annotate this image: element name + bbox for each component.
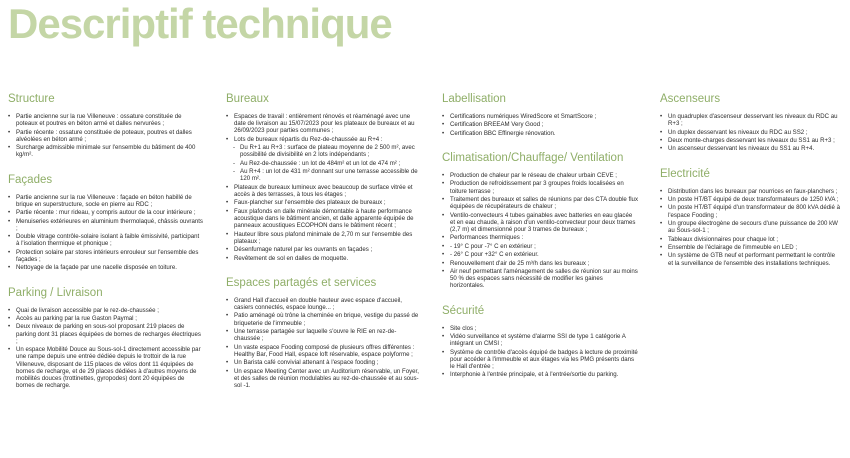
list-item: • Revêtement de sol en dalles de moquette. [226, 255, 422, 262]
list-item: • Partie récente : ossature constituée de poteaux, poutres et dalles alvéolées en béton armé ; [8, 129, 204, 143]
list-item: • Un duplex desservant les niveaux du RDC au SS2 ; [660, 129, 840, 136]
section-heading: Climatisation/Chauffage/ Ventilation [442, 151, 624, 164]
list-item: • Système de contrôle d'accès équipé de badges à lecture de proximité pour accéder à l'immeuble et aux étages via les PMG présents dans le Hall d'entrée ; [442, 349, 638, 371]
section-list [226, 113, 422, 262]
list-item: • Certifications numériques WiredScore et SmartScore ; [442, 113, 638, 120]
list-item: • Certification BREEAM Very Good ; [442, 121, 638, 128]
section-facades [8, 173, 204, 272]
section-list [8, 113, 204, 159]
section-electricite [660, 167, 840, 267]
list-item: • Un vaste espace Fooding composé de plusieurs offres différentes : Healthy Bar, Food Hall, espace loft réservable, espace polyforme ; [226, 344, 422, 358]
list-item: • Un système de GTB neuf et performant permettant le contrôle et la surveillance de l'ensemble des installations techniques. [660, 252, 840, 266]
list-item: • Certification BBC Effinergie rénovation. [442, 130, 638, 137]
section-list [8, 307, 204, 390]
list-item: • Un groupe électrogène de secours d'une puissance de 200 kW au Sous-sol-1 ; [660, 220, 840, 234]
list-item: • Lots de bureaux répartis du Rez-de-chaussée au R+4 : [226, 136, 422, 143]
list-item: • Double vitrage contrôle-solaire isolant à faible émissivité, participant à l'isolation thermique et phonique ; [8, 233, 204, 247]
list-item: • Un poste HT/BT équipé d'un transformateur de 800 kVA dédié à l'espace Fooding ; [660, 204, 840, 218]
list-item: • Un poste HT/BT équipé de deux transformateurs de 1250 kVA ; [660, 196, 840, 203]
list-item: • Faux-plancher sur l'ensemble des plateaux de bureaux ; [226, 199, 422, 206]
list-item: • Performances thermiques : [442, 234, 638, 241]
section-heading: Sécurité [442, 304, 485, 317]
list-item: • Patio aménagé où trône la cheminée en brique, vestige du passé de briqueterie de l'immeuble ; [226, 312, 422, 326]
list-item: • Protection solaire par stores intérieurs enrouleur sur l'ensemble des façades ; [8, 249, 204, 263]
list-item: • - 26° C pour +32° C en extérieur. [442, 251, 638, 258]
column-center-left [226, 92, 422, 403]
section-ascenseurs [660, 92, 840, 153]
column-right [660, 92, 840, 281]
list-item: • Distribution dans les bureaux par nourrices en faux-planchers ; [660, 188, 840, 195]
list-item: • Un espace Mobilité Douce au Sous-sol-1 directement accessible par une rampe depuis une entrée dédiée depuis le trottoir de la rue Villeneuve, disposant de 115 places de vélos dont 11 équipées de bornes de recharge, et de 29 places dédiées à d'autres moyens de mobilités douces (trottinettes, gyropodes) dont 20 équipées de bornes de recharge. [8, 346, 204, 389]
section-securite [442, 304, 638, 379]
list-item: • Un espace Meeting Center avec un Auditorium réservable, un Foyer, et des salles de réunion modulables au rez-de-chaussée et au sous-sol -1. [226, 368, 422, 390]
section-labellisation [442, 92, 638, 137]
list-item: • Ventilo-convecteurs 4 tubes gainables avec batteries en eau glacée et en eau chaude, à raison d'un ventilo-convecteur pour deux trames (2,7 m) et dimensionné pour 3 trames de bureaux ; [442, 212, 638, 234]
list-item: • Quai de livraison accessible par le rez-de-chaussée ; [8, 307, 204, 314]
section-heading: Façades [8, 173, 53, 186]
list-item: • Désenfumage naturel par les ouvrants en façades ; [226, 246, 422, 253]
list-item: • Menuiseries extérieures en aluminium thermolaqué, châssis ouvrants ; [8, 218, 204, 232]
page-title: Descriptif technique [8, 0, 392, 47]
section-list [8, 194, 204, 272]
section-list [442, 113, 638, 137]
list-item: - Au Rez-de-chaussée : un lot de 484m² et un lot de 474 m² ; [226, 160, 422, 167]
list-item: • Interphonie à l'entrée principale, et à l'entrée/sortie du parking. [442, 371, 638, 378]
list-item: • Une terrasse partagée sur laquelle s'ouvre le RIE en rez-de-chaussée ; [226, 328, 422, 342]
list-item: • Accès au parking par la rue Gaston Paymal ; [8, 315, 204, 322]
list-item: • Un Barista café convivial attenant à l'espace fooding ; [226, 359, 422, 366]
section-structure [8, 92, 204, 159]
list-item: - Au R+4 : un lot de 431 m² donnant sur une terrasse accessible de 120 m². [226, 168, 422, 182]
list-item: • Partie ancienne sur la rue Villeneuve : façade en béton habillé de brique en superstructure, socle en pierre au RDC ; [8, 194, 204, 208]
section-heading: Structure [8, 93, 55, 105]
list-item: • Production de refroidissement par 3 groupes froids localisées en toiture terrasse ; [442, 180, 638, 194]
list-item: • Partie récente : mur rideau, y compris autour de la cour intérieure ; [8, 209, 204, 216]
section-heading: Labellisation [442, 93, 506, 105]
list-item: - Du R+1 au R+3 : surface de plateau moyenne de 2 500 m², avec possibilité de divisibilité en 2 lots indépendants ; [226, 144, 422, 158]
list-item: • Nettoyage de la façade par une nacelle disposée en toiture. [8, 264, 204, 271]
list-item: • Grand Hall d'accueil en double hauteur avec espace d'accueil, casiers connectés, espace lounge... ; [226, 297, 422, 311]
list-item: • Site clos ; [442, 325, 638, 332]
list-item: • Partie ancienne sur la rue Villeneuve : ossature constituée de poteaux et poutres en béton armé et dalles nervurées ; [8, 113, 204, 127]
column-center-right [442, 92, 638, 393]
list-item: • Hauteur libre sous plafond minimale de 2,70 m sur l'ensemble des plateaux ; [226, 231, 422, 245]
list-item: • Traitement des bureaux et salles de réunions par des CTA double flux équipées de récupérateurs de chaleur ; [442, 196, 638, 210]
list-item: • Air neuf permettant l'aménagement de salles de réunion sur au moins 50 % des espaces sans nécessité de modifier les gaines horizontales. [442, 268, 638, 290]
section-list [226, 297, 422, 389]
list-item: • Un ascenseur desservant les niveaux du SS1 au R+4. [660, 145, 840, 152]
section-list [660, 188, 840, 267]
list-item: • Ensemble de l'éclairage de l'immeuble en LED ; [660, 244, 840, 251]
section-list [442, 172, 638, 290]
list-item: • Faux plafonds en dalle minérale démontable à haute performance acoustique dans le bâtiment ancien, et dalle apparente équipée de panneaux acoustiques ECOPHON dans le bâtiment récent ; [226, 208, 422, 230]
list-item: • Plateaux de bureaux lumineux avec beaucoup de surface vitrée et accès à des terrasses, à tous les étages ; [226, 184, 422, 198]
section-heading: Ascenseurs [660, 93, 721, 105]
section-heading: Bureaux [226, 93, 269, 105]
list-item: • - 19° C pour -7° C en extérieur ; [442, 243, 638, 250]
list-item: • Deux niveaux de parking en sous-sol proposant 219 places de parking dont 31 places équipées de bornes de recharges électriques ; [8, 323, 204, 345]
section-espaces-partages-et-services [226, 276, 422, 389]
section-climatisation-chauffage-ventilation [442, 151, 638, 290]
list-item: • Vidéo surveillance et système d'alarme SSI de type 1 catégorie A intégrant un CMSI ; [442, 333, 638, 347]
section-heading: Espaces partagés et services [226, 276, 377, 289]
section-list [442, 325, 638, 379]
section-bureaux [226, 92, 422, 262]
section-heading: Electricité [660, 167, 710, 180]
section-list [660, 113, 840, 153]
section-parking-livraison [8, 286, 204, 390]
list-item: • Surcharge admissible minimale sur l'ensemble du bâtiment de 400 kg/m². [8, 144, 204, 158]
list-item: • Un quadruplex d'ascenseur desservant les niveaux du RDC au R+3 ; [660, 113, 840, 127]
list-item: • Renouvellement d'air de 25 m³/h dans les bureaux ; [442, 260, 638, 267]
section-heading: Parking / Livraison [8, 286, 103, 299]
list-item: • Deux monte-charges desservant les niveaux du SS1 au R+3 ; [660, 137, 840, 144]
column-left [8, 92, 204, 403]
list-item: • Tableaux divisionnaires pour chaque lot ; [660, 236, 840, 243]
list-item: • Espaces de travail : entièrement rénovés et réaménagé avec une date de livraison au 15/07/2023 pour les plateaux de bureaux et au 26/09/2023 pour parties communes ; [226, 113, 422, 135]
list-item: • Production de chaleur par le réseau de chaleur urbain CEVE ; [442, 172, 638, 179]
